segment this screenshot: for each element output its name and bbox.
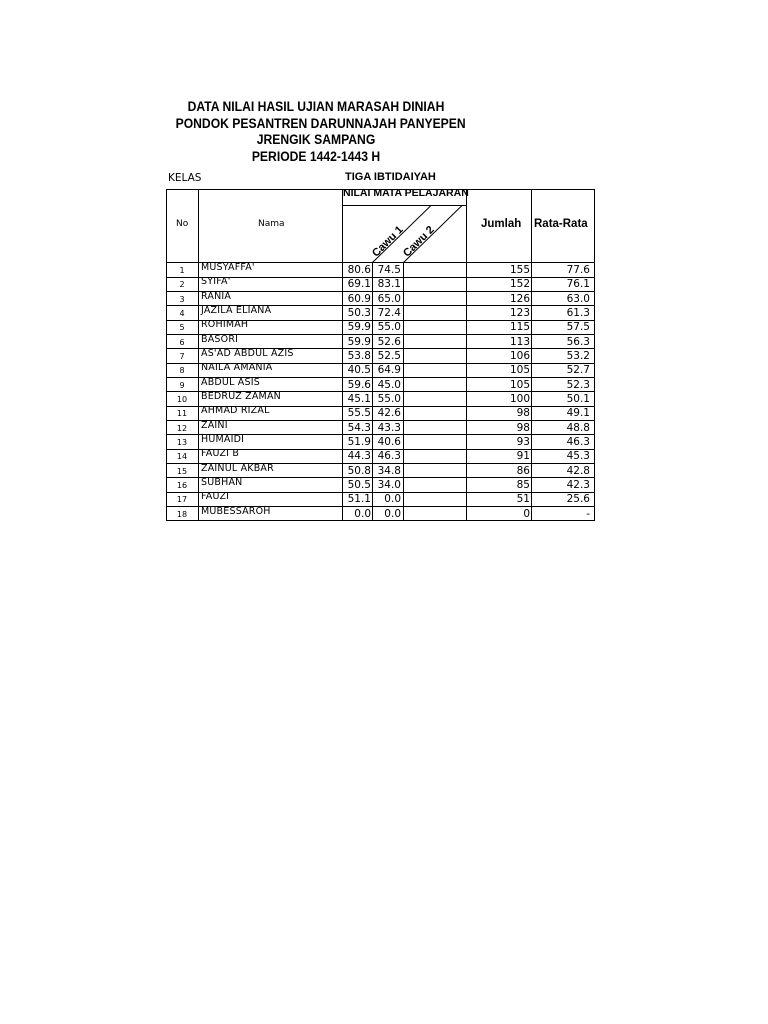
header-jumlah: Jumlah — [481, 218, 522, 230]
row-jumlah: 155 — [509, 264, 530, 276]
row-score-cawu-1: 51.1 — [347, 493, 371, 506]
row-score-cawu-2: 72.4 — [377, 306, 401, 319]
row-no: 14 — [176, 452, 188, 462]
header-no: No — [176, 219, 189, 229]
row-score-cawu-1: 60.9 — [347, 292, 371, 305]
row-no: 3 — [179, 294, 185, 304]
row-score-cawu-1: 80.6 — [347, 264, 371, 276]
row-jumlah: 86 — [516, 464, 530, 477]
row-no: 15 — [176, 466, 188, 476]
row-nama: NAILA AMANIA — [201, 362, 273, 374]
row-score-cawu-2: 52.5 — [377, 349, 401, 362]
header-subject-2: Cawu 2 — [401, 223, 437, 260]
row-score-cawu-2: 65.0 — [377, 292, 401, 305]
row-nama: AHMAD RIZAL — [201, 405, 270, 417]
row-rata: 49.1 — [566, 407, 590, 420]
row-score-cawu-2: 0.0 — [384, 507, 401, 520]
row-jumlah: 105 — [509, 378, 530, 391]
row-score-cawu-1: 45.1 — [347, 392, 371, 405]
row-rata: 61.3 — [566, 306, 590, 319]
row-jumlah: 0 — [523, 507, 530, 520]
title-line-4: PERIODE 1442-1443 H — [251, 148, 381, 164]
row-score-cawu-1: 53.8 — [347, 349, 371, 362]
row-score-cawu-1: 50.3 — [347, 306, 371, 319]
row-score-cawu-2: 55.0 — [377, 392, 401, 405]
row-no: 13 — [176, 437, 188, 447]
row-nama: MUSYAFFA' — [201, 262, 255, 273]
row-score-cawu-2: 74.5 — [377, 264, 401, 276]
header-subject-1: Cawu 1 — [370, 223, 406, 260]
row-no: 4 — [179, 308, 185, 318]
row-no: 6 — [179, 337, 185, 347]
row-no: 7 — [179, 351, 185, 361]
row-score-cawu-1: 59.9 — [347, 321, 371, 334]
row-rata: 76.1 — [566, 278, 590, 291]
row-nama: JAZILA ELIANA — [201, 304, 272, 316]
row-no: 12 — [176, 423, 188, 433]
row-score-cawu-1: 59.9 — [347, 335, 371, 348]
row-nama: MUBESSAROH — [201, 505, 271, 517]
row-score-cawu-2: 64.9 — [377, 364, 401, 377]
row-jumlah: 93 — [516, 435, 530, 448]
row-rata: 52.7 — [566, 364, 590, 377]
row-jumlah: 113 — [509, 335, 530, 348]
row-nama: RANIA — [201, 290, 232, 302]
row-score-cawu-1: 54.3 — [347, 421, 371, 434]
title-line-2: PONDOK PESANTREN DARUNNAJAH PANYEPEN — [175, 115, 466, 131]
row-jumlah: 100 — [509, 392, 530, 405]
row-no: 1 — [179, 266, 185, 275]
row-rata: 53.2 — [566, 349, 590, 362]
title-line-1: DATA NILAI HASIL UJIAN MARASAH DINIAH — [187, 99, 445, 114]
row-score-cawu-2: 55.0 — [377, 321, 401, 334]
row-score-cawu-1: 59.6 — [347, 378, 371, 391]
row-rata: 25.6 — [566, 493, 590, 506]
row-nama: ZAINUL AKBAR — [201, 462, 274, 474]
row-score-cawu-1: 55.5 — [347, 407, 371, 420]
row-jumlah: 51 — [516, 493, 530, 506]
row-score-cawu-2: 83.1 — [377, 278, 401, 291]
row-no: 11 — [176, 409, 188, 419]
row-nama: FAUZI B — [201, 448, 240, 460]
row-rata: 45.3 — [566, 450, 590, 463]
row-nama: ROHIMAH — [201, 319, 249, 331]
row-no: 8 — [179, 366, 185, 376]
header-rata: Rata-Rata — [534, 218, 588, 230]
row-jumlah: 98 — [516, 407, 530, 420]
row-no: 17 — [176, 495, 188, 505]
row-score-cawu-2: 45.0 — [377, 378, 401, 391]
row-no: 18 — [176, 509, 188, 519]
row-score-cawu-2: 52.6 — [377, 335, 401, 348]
row-nama: ABDUL ASIS — [201, 376, 260, 388]
row-rata: 50.1 — [566, 392, 590, 405]
table-row — [166, 478, 595, 492]
header-mapel: NILAI MATA PELAJARAN — [343, 187, 469, 199]
row-nama: HUMAIDI — [201, 433, 245, 445]
row-nama: ZAINI — [201, 419, 228, 431]
row-nama: BEDRUZ ZAMAN — [201, 390, 281, 402]
row-score-cawu-2: 46.3 — [377, 450, 401, 463]
row-no: 5 — [179, 323, 185, 333]
row-score-cawu-2: 43.3 — [377, 421, 401, 434]
row-nama: AS'AD ABDUL AZIS — [201, 347, 294, 359]
row-score-cawu-1: 50.5 — [347, 478, 371, 491]
row-score-cawu-1: 40.5 — [347, 364, 371, 377]
row-score-cawu-2: 40.6 — [377, 435, 401, 448]
row-no: 16 — [176, 480, 188, 490]
row-rata: 63.0 — [566, 292, 590, 305]
row-rata: 57.5 — [566, 321, 590, 334]
row-no: 2 — [179, 280, 185, 290]
row-nama: BASORI — [201, 333, 239, 345]
row-jumlah: 115 — [509, 321, 530, 334]
table-row — [166, 507, 595, 521]
row-nama: SUBHAN — [201, 476, 243, 488]
row-jumlah: 123 — [509, 306, 530, 319]
row-no: 9 — [179, 380, 185, 390]
row-rata: 42.3 — [566, 478, 590, 491]
row-rata: 46.3 — [566, 435, 590, 448]
row-nama: SYIFA' — [201, 276, 231, 288]
row-score-cawu-1: 44.3 — [347, 450, 371, 463]
row-rata: 56.3 — [566, 335, 590, 348]
row-rata: - — [586, 507, 590, 520]
row-score-cawu-2: 34.8 — [377, 464, 401, 477]
row-rata: 77.6 — [566, 264, 590, 276]
row-jumlah: 106 — [509, 349, 530, 362]
row-score-cawu-1: 0.0 — [354, 507, 371, 520]
row-jumlah: 85 — [516, 478, 530, 491]
row-score-cawu-1: 51.9 — [347, 435, 371, 448]
row-rata: 42.8 — [566, 464, 590, 477]
row-rata: 48.8 — [566, 421, 590, 434]
row-jumlah: 98 — [516, 421, 530, 434]
row-jumlah: 105 — [509, 364, 530, 377]
table-row — [166, 406, 595, 420]
row-jumlah: 152 — [509, 278, 530, 291]
row-score-cawu-1: 69.1 — [347, 278, 371, 291]
kelas-label: KELAS — [168, 172, 202, 184]
row-no: 10 — [176, 394, 188, 404]
row-score-cawu-2: 42.6 — [377, 407, 401, 420]
row-score-cawu-2: 0.0 — [384, 493, 401, 506]
row-jumlah: 126 — [509, 292, 530, 305]
title-line-3: JRENGIK SAMPANG — [256, 132, 376, 147]
row-score-cawu-2: 34.0 — [377, 478, 401, 491]
row-nama: FAUZI — [201, 491, 230, 503]
header-nama: Nama — [258, 219, 285, 229]
row-jumlah: 91 — [516, 450, 530, 463]
row-rata: 52.3 — [566, 378, 590, 391]
kelas-value: TIGA IBTIDAIYAH — [345, 171, 436, 183]
row-score-cawu-1: 50.8 — [347, 464, 371, 477]
